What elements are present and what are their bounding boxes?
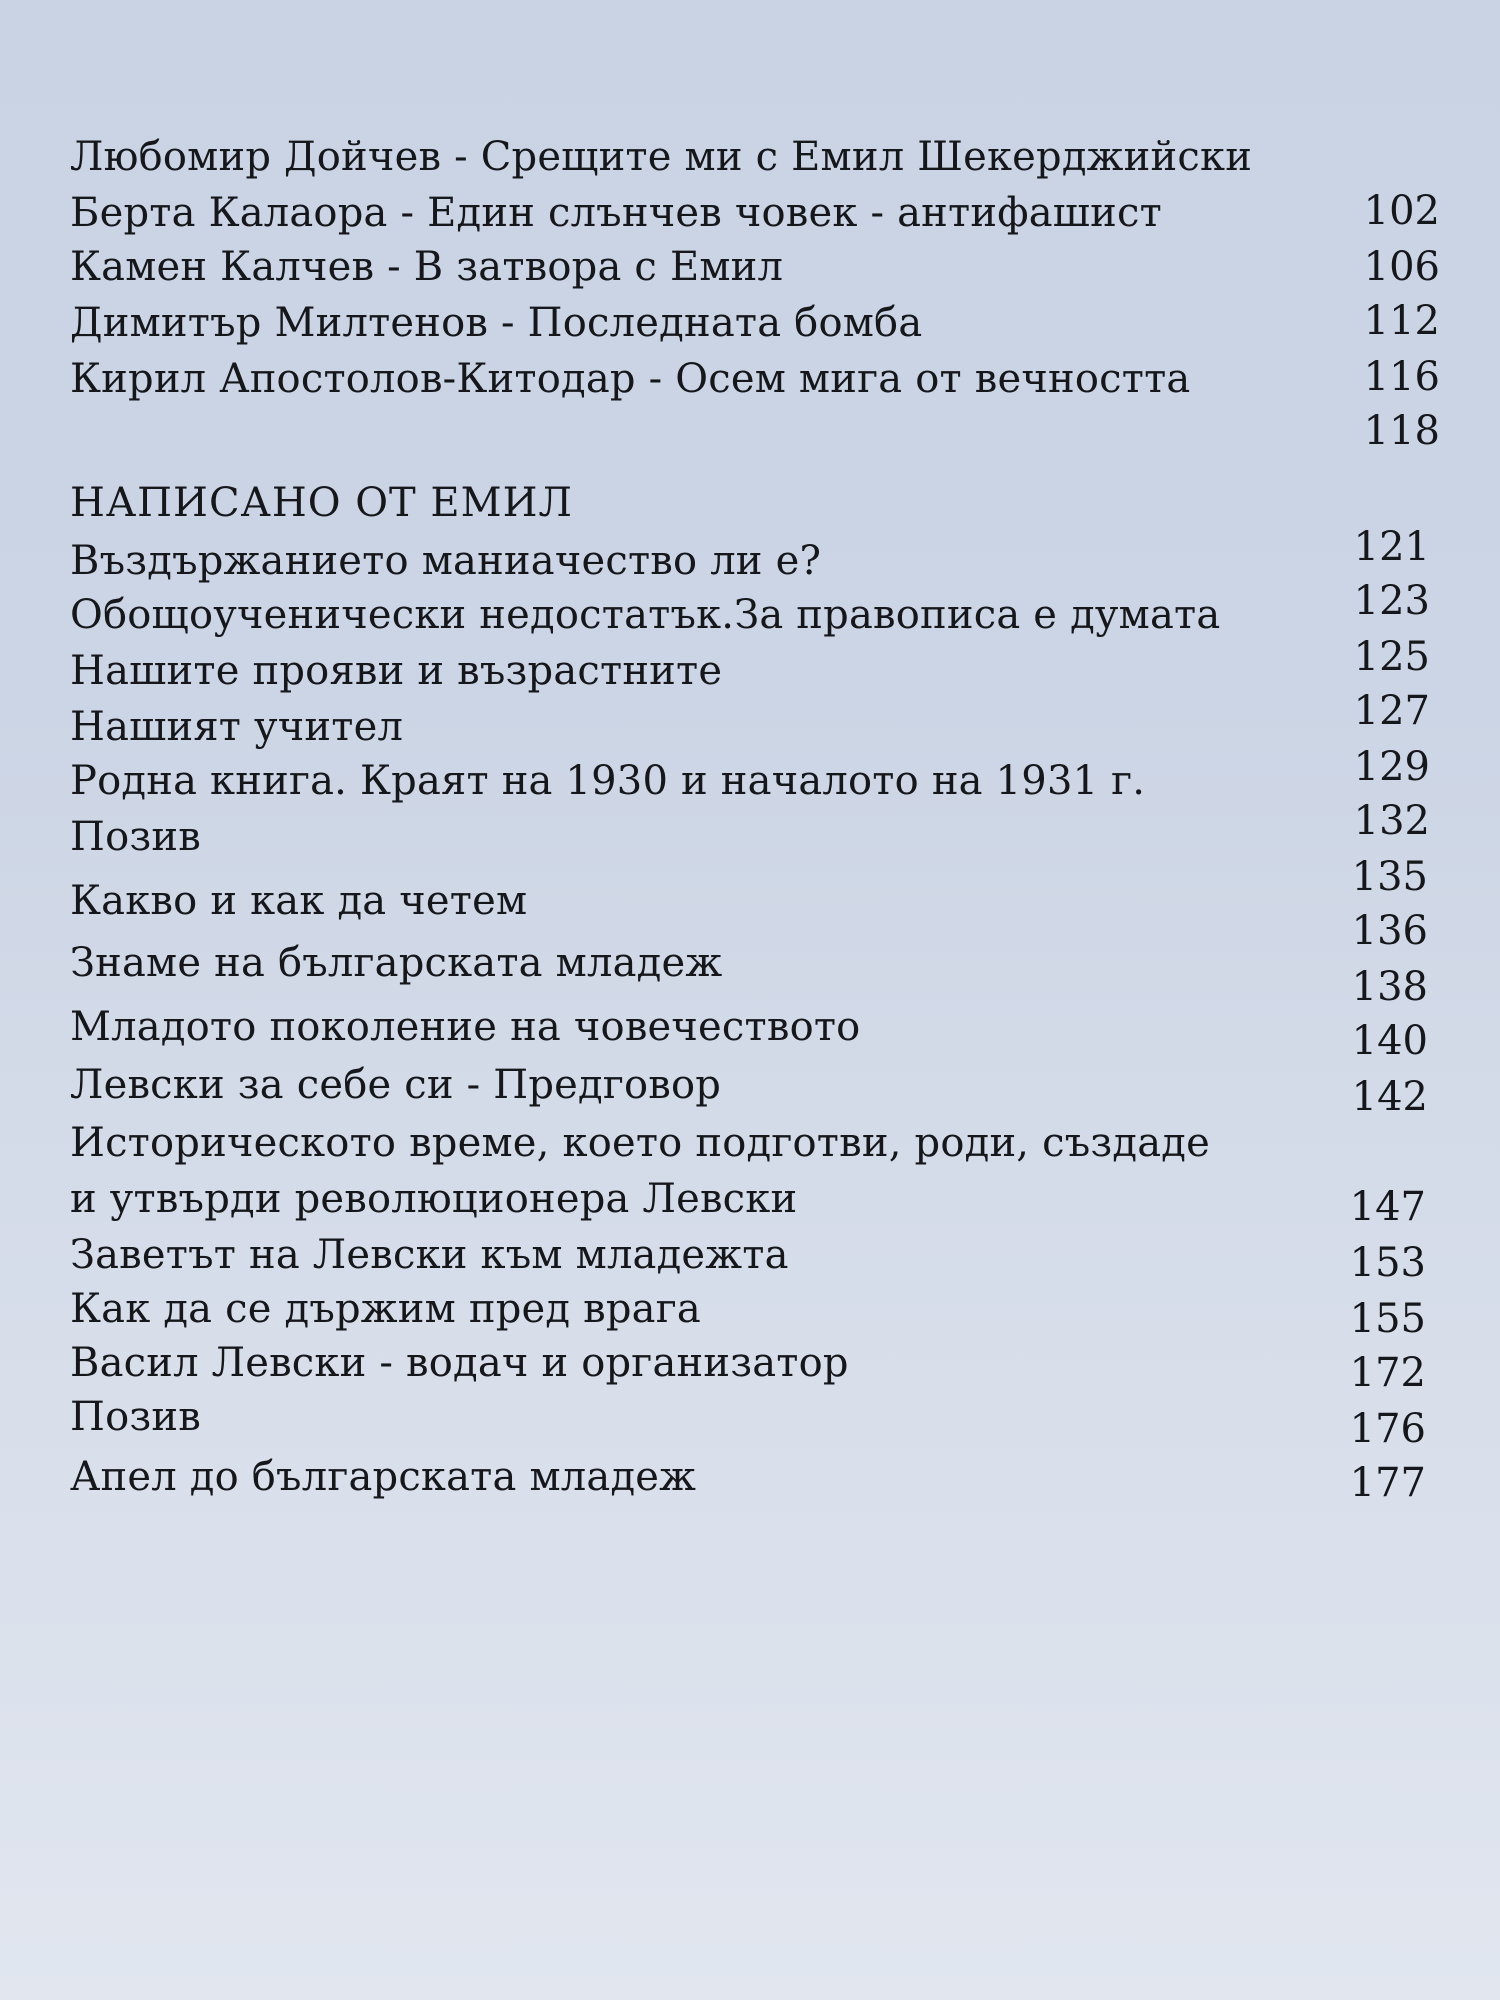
toc-page-number: 153 xyxy=(1349,1240,1426,1286)
toc-page-number: 112 xyxy=(1363,298,1440,344)
toc-entry-title: Любомир Дойчев - Срещите ми с Емил Шекерджийски xyxy=(70,134,1253,180)
toc-page-number: 155 xyxy=(1349,1296,1426,1342)
toc-entry-title: Камен Калчев - В затвора с Емил xyxy=(70,244,784,290)
toc-page-number: 127 xyxy=(1353,688,1430,734)
toc-entry-title: Нашите прояви и възрастните xyxy=(70,648,723,694)
toc-page-number: 118 xyxy=(1363,408,1440,454)
toc-page-number: 116 xyxy=(1363,354,1440,400)
toc-entry-title: и утвърди революционера Левски xyxy=(70,1176,798,1222)
toc-page-number: 129 xyxy=(1353,744,1430,790)
toc-entry-title: Заветът на Левски към младежта xyxy=(70,1232,789,1278)
toc-entry-title: Как да се държим пред врага xyxy=(70,1286,701,1332)
toc-entry-title: Нашият учител xyxy=(70,704,404,750)
toc-entry-title: Позив xyxy=(70,1394,201,1440)
toc-entry-title: Знаме на българската младеж xyxy=(70,940,723,986)
toc-entry-title: Въздържанието маниачество ли е? xyxy=(70,538,822,584)
toc-entry-title: Историческото време, което подготви, роди, създаде xyxy=(70,1120,1210,1166)
toc-page-number: 106 xyxy=(1363,244,1440,290)
toc-page-number: 121 xyxy=(1353,524,1430,570)
toc-page-number: 135 xyxy=(1351,854,1428,900)
toc-page-number: 140 xyxy=(1351,1018,1428,1064)
toc-entry-title: Родна книга. Краят на 1930 и началото на 1931 г. xyxy=(70,758,1146,804)
toc-entry-title: Васил Левски - водач и организатор xyxy=(70,1340,849,1386)
toc-entry-title: Левски за себе си - Предговор xyxy=(70,1062,722,1108)
toc-entry-title: Кирил Апостолов-Китодар - Осем мига от вечността xyxy=(70,356,1191,402)
show-through-shading xyxy=(60,1540,1440,2000)
toc-page-number: 123 xyxy=(1353,578,1430,624)
toc-entry-title: Какво и как да четем xyxy=(70,878,528,924)
toc-page-number: 125 xyxy=(1353,634,1430,680)
toc-entry-title: Берта Калаора - Един слънчев човек - антифашист xyxy=(70,190,1162,236)
toc-page-number: 177 xyxy=(1349,1460,1426,1506)
section-heading: НАПИСАНО ОТ ЕМИЛ xyxy=(70,480,573,526)
toc-page-number: 172 xyxy=(1349,1350,1426,1396)
toc-entry-title: Младото поколение на човечеството xyxy=(70,1004,861,1050)
toc-entry-title: Позив xyxy=(70,814,201,860)
toc-entry-title: Димитър Милтенов - Последната бомба xyxy=(70,300,923,346)
toc-page-number: 138 xyxy=(1351,964,1428,1010)
toc-page-number: 176 xyxy=(1349,1406,1426,1452)
toc-page-number: 132 xyxy=(1353,798,1430,844)
toc-entry-title: Обощоученически недостатък.За правописа е думата xyxy=(70,592,1221,638)
toc-entry-title: Апел до българската младеж xyxy=(70,1454,697,1500)
toc-page-number: 136 xyxy=(1351,908,1428,954)
toc-page-number: 102 xyxy=(1363,188,1440,234)
toc-page-number: 142 xyxy=(1351,1074,1428,1120)
toc-page-number: 147 xyxy=(1349,1184,1426,1230)
